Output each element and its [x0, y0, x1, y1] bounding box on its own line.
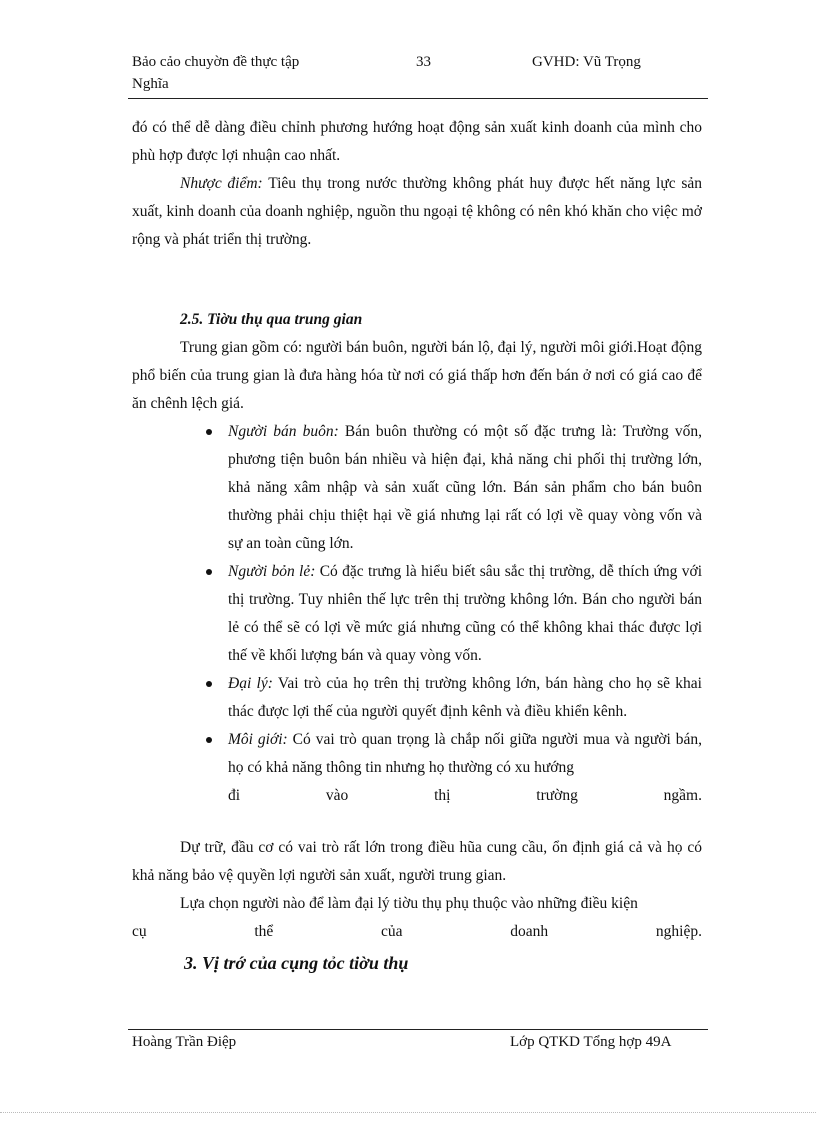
page-number: 33 — [416, 54, 431, 70]
list-item-text: Có đặc trưng là hiểu biết sâu sắc thị trường, dễ thích ứng với thị trường. Tuy nhiên thế lực trên thị trường không lớn. Bán cho người bán lẻ có thể sẽ có lợi về mức giá nhưng cũng có thể không khai thác được lợi thế về khối lượng bán và quay vòng vốn. — [228, 563, 702, 664]
list-item-label: Người bán buôn: — [228, 423, 339, 440]
section-heading-2-5: 2.5. Tiờu thụ qua trung gian — [180, 311, 363, 328]
intermediary-list — [206, 418, 702, 810]
bullet-icon — [206, 429, 212, 435]
section-heading-3: 3. Vị trớ của cụng tỏc tiờu thụ — [184, 953, 409, 973]
word: cụ — [132, 923, 147, 940]
page-bottom-edge — [0, 1112, 816, 1113]
paragraph-5-line2 — [132, 918, 702, 946]
list-item-broker — [206, 726, 702, 810]
list-item-tail-line — [228, 782, 702, 810]
paragraph-1: đó có thể dễ dàng điều chỉnh phương hướng hoạt động sản xuất kinh doanh của mình cho phù hợp được lợi nhuận cao nhất. — [132, 119, 702, 164]
bullet-icon — [206, 737, 212, 743]
list-item-retailer — [206, 558, 702, 670]
header-rule — [128, 98, 708, 99]
list-item-agent — [206, 670, 702, 726]
bullet-icon — [206, 681, 212, 687]
word: doanh — [510, 923, 549, 940]
header-title-line2: Nghĩa — [132, 76, 169, 92]
footer-author: Hoàng Trần Điệp — [132, 1034, 237, 1050]
disadvantage-text: Tiêu thụ trong nước thường không phát huy được hết năng lực sản xuất, kinh doanh của doanh nghiệp, nguồn thu ngoại tệ không có nên khó khăn cho việc mở rộng và phát triển thị trường. — [132, 175, 702, 248]
list-item-text: Bán buôn thường có một số đặc trưng là: Trường vốn, phương tiện buôn bán nhiều và hiện đại, khả năng chi phối thị trường lớn, khả năng xâm nhập và sản xuất cũng lớn. Bán sản phẩm cho bán buôn thường phải chịu thiệt hại về giá nhưng lại rất có lợi về quay vòng vốn và sự an toàn cũng lớn. — [228, 423, 702, 552]
list-item-text: Có vai trò quan trọng là chắp nối giữa người mua và người bán, họ có khả năng thông tin nhưng họ thường có xu hướng — [228, 731, 703, 776]
paragraph-3: Trung gian gồm có: người bán buôn, người bán lộ, đại lý, người môi giới.Hoạt động phổ biến của trung gian là đưa hàng hóa từ nơi có giá thấp hơn đến bán ở nơi có giá cao để ăn chênh lệch giá. — [132, 339, 702, 412]
word: thể — [254, 923, 274, 940]
paragraph-5 — [132, 890, 702, 918]
header-supervisor: GVHD: Vũ Trọng — [532, 54, 641, 70]
word: trường — [536, 787, 578, 804]
word: đi — [228, 787, 241, 804]
bullet-icon — [206, 569, 212, 575]
paragraph-4: Dự trữ, đầu cơ có vai trò rất lớn trong điều hũa cung cầu, ổn định giá cả và họ có khả năng bảo vệ quyền lợi người sản xuất, người trung gian. — [132, 839, 702, 884]
footer-rule — [128, 1029, 708, 1030]
list-item-label: Môi giới: — [228, 731, 288, 748]
list-item-wholesaler — [206, 418, 702, 558]
word: nghiệp. — [655, 923, 702, 940]
list-item-label: Người bỏn lẻ: — [228, 563, 316, 580]
word: vào — [325, 787, 349, 804]
word: của — [381, 923, 403, 940]
list-item-label: Đại lý: — [228, 675, 273, 692]
header-title-line1: Bảo cảo chuyờn đề thực tập — [132, 54, 300, 70]
footer-class: Lớp QTKD Tổng hợp 49A — [510, 1034, 672, 1050]
word: ngầm. — [663, 787, 702, 804]
disadvantage-label: Nhược điểm: — [180, 175, 263, 192]
paragraph-5-line1: Lựa chọn người nào để làm đại lý tiờu thụ phụ thuộc vào những điều kiện — [180, 895, 638, 912]
word: thị — [434, 787, 451, 804]
paragraph-2 — [132, 170, 702, 254]
list-item-text: Vai trò của họ trên thị trường không lớn, bán hàng cho họ sẽ khai thác được lợi thế của người quyết định kênh và điều khiển kênh. — [228, 675, 702, 720]
